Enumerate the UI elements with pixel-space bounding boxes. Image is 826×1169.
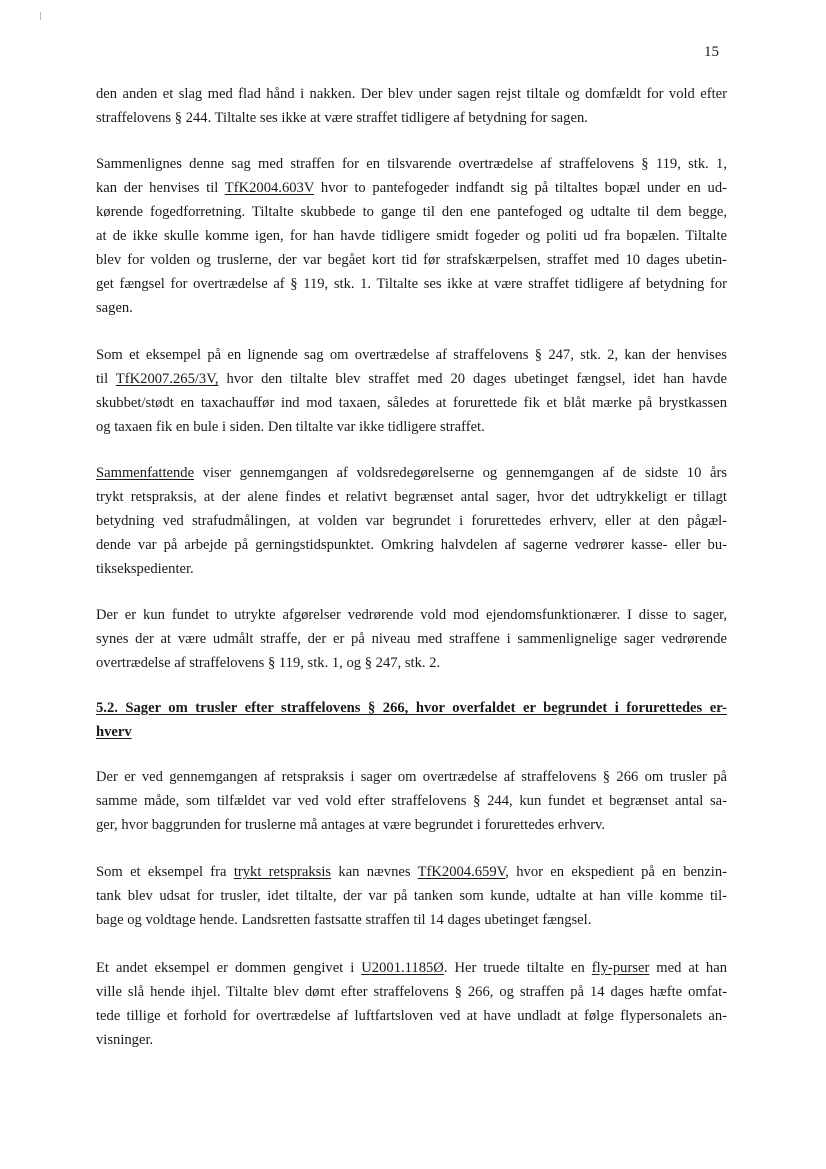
paragraph-line (96, 179, 727, 197)
text-segment: ger, hvor baggrunden for truslerne må antages at være begrundet i forurettedes erhverv. (96, 817, 606, 833)
text-segment: den anden et slag med flad hånd i nakken. Der blev under sagen rejst tiltale og domfældt for vold efter (96, 86, 727, 102)
text-segment: bage og voldtage hende. Landsretten fastsatte straffen til 14 dages ubetinget fængsel. (96, 912, 592, 928)
paragraph-line (96, 1031, 727, 1049)
text-segment: hverv (96, 724, 132, 740)
paragraph-line (96, 155, 727, 173)
text-segment: hvor to pantefogeder indfandt sig på tiltaltes bopæl under en ud- (314, 180, 727, 196)
text-segment: med at han (649, 960, 727, 976)
text-segment: og taxaen fik en bule i siden. Den tiltalte var ikke tidligere straffet. (96, 419, 485, 435)
text-segment: at de ikke skulle komme igen, for han havde tidligere smidt fogeder og politi ud fra bopælen. Tiltalte (96, 228, 727, 244)
paragraph-line (96, 464, 727, 482)
text-segment: 5.2. Sager om trusler efter straffelovens § 266, hvor overfaldet er begrundet i forurettedes er- (96, 700, 727, 716)
section-heading-line (96, 699, 727, 717)
text-segment: kan der henvises til (96, 180, 225, 196)
paragraph-line (96, 488, 727, 506)
text-segment: Som et eksempel fra (96, 864, 234, 880)
paragraph-line (96, 370, 727, 388)
text-segment: get fængsel for overtrædelse af § 119, stk. 1. Tiltalte ses ikke at være straffet tidligere af betydning for (96, 276, 727, 292)
paragraph-line (96, 606, 727, 624)
paragraph-line (96, 394, 727, 412)
text-segment: synes der at være udmålt straffe, der er på niveau med straffene i sammenlignelige sager vedrørende (96, 631, 727, 647)
text-segment: visninger. (96, 1032, 154, 1048)
text-segment: dende var på arbejde på gerningstidspunktet. Omkring halvdelen af sagerne vedrører kasse- eller bu- (96, 537, 727, 553)
text-segment: kan nævnes (331, 864, 418, 880)
paragraph-line (96, 85, 727, 103)
paragraph-line (96, 959, 727, 977)
page-number: 15 (704, 44, 719, 60)
text-segment: tede tillige et forhold for overtrædelse af luftfartsloven ved at have undladt at følge flypersonalets an- (96, 1008, 727, 1024)
paragraph-line (96, 792, 727, 810)
text-segment: tank blev udsat for trusler, idet tiltalte, der var på tanken som kunde, udtalte at han ville komme til- (96, 888, 727, 904)
text-segment: trykt retspraksis, at der alene findes et relativt begrænset antal sager, hvor det udtrykkeligt er tillagt (96, 489, 727, 505)
paragraph-line (96, 299, 727, 317)
text-segment: Der er ved gennemgangen af retspraksis i sager om overtrædelse af straffelovens § 266 om trusler på (96, 769, 727, 785)
paragraph-line (96, 863, 727, 881)
underlined-reference: trykt retspraksis (233, 864, 332, 880)
paragraph-line (96, 654, 727, 672)
text-segment: Et andet eksempel er dommen gengivet i (96, 960, 362, 976)
paragraph-line (96, 346, 727, 364)
paragraph-line (96, 816, 727, 834)
paragraph-line (96, 203, 727, 221)
underlined-reference: U2001.1185Ø (361, 960, 444, 976)
text-segment: . Her truede tiltalte en (443, 960, 592, 976)
scan-mark (40, 12, 41, 20)
paragraph-line (96, 887, 727, 905)
paragraph-line (96, 560, 727, 578)
paragraph-line (96, 911, 727, 929)
text-segment: kørende fogedforretning. Tiltalte skubbede to gange til den ene pantefoged og udtalte til dem begge, (96, 204, 727, 220)
paragraph-line (96, 768, 727, 786)
text-segment: skubbet/stødt en taxachauffør ind mod taxaen, således at forurettede fik et blåt mærke på brystkassen (96, 395, 727, 411)
paragraph-line (96, 512, 727, 530)
paragraph-line (96, 227, 727, 245)
text-segment: til (96, 371, 116, 387)
text-segment: tiksekspedienter. (96, 561, 194, 577)
underlined-reference: fly-purser (591, 960, 650, 976)
text-segment: , hvor en ekspedient på en benzin- (505, 864, 727, 880)
text-segment: viser gennemgangen af voldsredegørelserne og gennemgangen af de sidste 10 års (194, 465, 727, 481)
paragraph-line (96, 251, 727, 269)
paragraph-line (96, 630, 727, 648)
text-segment: hvor den tiltalte blev straffet med 20 dages ubetinget fængsel, idet han havde (218, 371, 727, 387)
paragraph-line (96, 983, 727, 1001)
text-segment: Som et eksempel på en lignende sag om overtrædelse af straffelovens § 247, stk. 2, kan der henvises (96, 347, 727, 363)
text-segment: sagen. (96, 300, 133, 316)
text-segment: betydning ved strafudmålingen, at volden var begrundet i forurettedes erhverv, eller at den pågæl- (96, 513, 727, 529)
text-segment: overtrædelse af straffelovens § 119, stk. 1, og § 247, stk. 2. (96, 655, 441, 671)
underlined-reference: TfK2004.603V (224, 180, 315, 196)
underlined-reference: Sammenfattende (96, 465, 195, 481)
section-heading-line (96, 723, 727, 741)
paragraph-line (96, 275, 727, 293)
text-segment: Sammenlignes denne sag med straffen for en tilsvarende overtrædelse af straffelovens § 119, stk. 1, (96, 156, 727, 172)
underlined-reference: TfK2007.265/3V, (115, 371, 219, 387)
underlined-reference: TfK2004.659V (417, 864, 506, 880)
text-segment: straffelovens § 244. Tiltalte ses ikke at være straffet tidligere af betydning for sagen. (96, 110, 588, 126)
paragraph-line (96, 1007, 727, 1025)
paragraph-line (96, 109, 727, 127)
text-segment: Der er kun fundet to utrykte afgørelser vedrørende vold mod ejendomsfunktionærer. I disse to sager, (96, 607, 727, 623)
paragraph-line (96, 536, 727, 554)
text-segment: blev for volden og truslerne, der var begået kort tid før strafskærpelsen, straffet med 10 dages ubetin- (96, 252, 727, 268)
text-segment: samme måde, som tilfældet var ved vold efter straffelovens § 244, kun fundet et begrænset antal sa- (96, 793, 727, 809)
paragraph-line (96, 418, 727, 436)
text-segment: ville slå hende ihjel. Tiltalte blev dømt efter straffelovens § 266, og straffen på 14 dages hæfte omfat- (96, 984, 727, 1000)
